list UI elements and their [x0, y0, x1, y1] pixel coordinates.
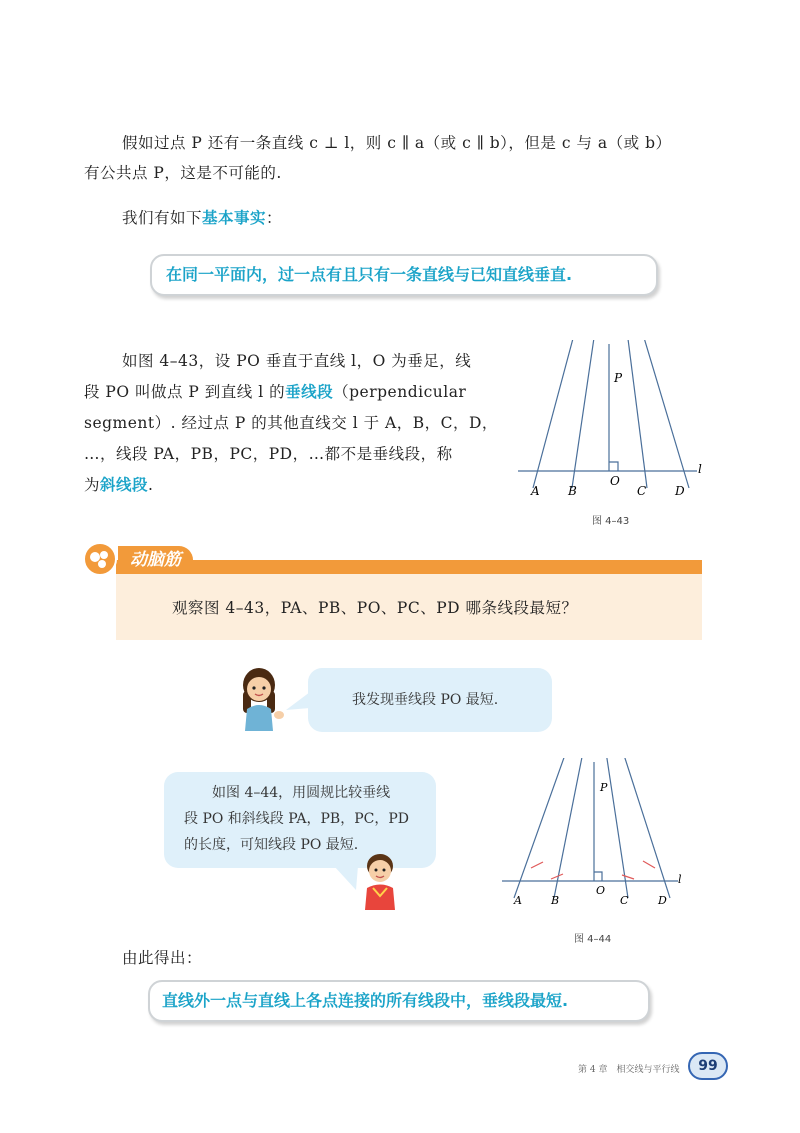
figure-4-43-caption: 图 4–43	[592, 516, 630, 527]
label-d: D	[658, 894, 667, 907]
paragraph-2: 我们有如下基本事实：	[122, 209, 283, 227]
line-pb	[572, 340, 595, 488]
term-oblique-segment: 斜线段	[100, 476, 149, 494]
bubble-1-text: 我发现垂线段 PO 最短.	[352, 692, 499, 708]
label-d: D	[675, 484, 685, 498]
paragraph-1-line-1: 假如过点 P 还有一条直线 c ⊥ l，则 c ∥ a（或 c ∥ b），但是 c 与 a（或 b）	[122, 134, 672, 152]
label-p: P	[600, 781, 608, 794]
right-angle-mark	[594, 872, 602, 881]
figure-4-44-caption: 图 4–44	[574, 934, 612, 945]
label-o: O	[610, 474, 620, 488]
bubble-2-line-3: 的长度，可知线段 PO 最短.	[184, 837, 359, 853]
line-pd	[623, 758, 670, 898]
label-o: O	[596, 884, 606, 897]
boy-avatar	[360, 852, 400, 910]
paragraph-1-line-2: 有公共点 P，这是不可能的.	[84, 164, 282, 182]
page-number: 99	[698, 1058, 718, 1074]
footer-chapter: 第 4 章 相交线与平行线	[578, 1065, 680, 1075]
brain-icon	[82, 541, 118, 577]
brain-question: 观察图 4–43，PA、PB、PO、PC、PD 哪条线段最短？	[172, 599, 578, 617]
label-c: C	[620, 894, 629, 907]
line-pa	[533, 340, 575, 488]
right-angle-mark	[609, 462, 618, 471]
paragraph-3: 如图 4–43，设 PO 垂直于直线 l，O 为垂足，线 段 PO 叫做点 P 到直线 l 的垂线段（perpendicular segment）. 经过点 P 的其他直线交 l 于 A，B，C，D， …，线段 PA，PB，PC，PD，…都不是垂线段，称 为斜线段.	[84, 352, 498, 494]
line-pc	[606, 758, 628, 898]
bubble-1	[308, 668, 552, 732]
label-a: A	[514, 894, 522, 907]
girl-avatar	[233, 665, 289, 731]
compass-marks	[531, 861, 655, 879]
label-c: C	[637, 484, 647, 498]
label-l: l	[678, 873, 682, 886]
fact-box-1-text: 在同一平面内，过一点有且只有一条直线与已知直线垂直.	[166, 265, 573, 284]
bubble-1-tail	[286, 690, 310, 714]
label-a: A	[531, 484, 540, 498]
label-b: B	[551, 894, 560, 907]
brain-band	[116, 560, 702, 574]
line-pb	[554, 758, 583, 898]
line-pd	[642, 340, 689, 488]
term-basic-fact: 基本事实	[202, 209, 267, 227]
brain-title-tag	[118, 546, 193, 574]
label-l: l	[698, 462, 702, 476]
brain-title: 动脑筋	[130, 550, 181, 570]
label-p: P	[614, 371, 623, 385]
fact-box-2-text: 直线外一点与直线上各点连接的所有线段中，垂线段最短.	[162, 991, 569, 1010]
label-b: B	[568, 484, 577, 498]
fact-box-1	[150, 254, 658, 296]
page-number-badge	[688, 1052, 728, 1080]
term-perpendicular-segment: 垂线段	[285, 383, 334, 401]
figure-4-43	[515, 340, 715, 500]
conclusion-intro: 由此得出：	[122, 949, 203, 967]
fact-box-2	[148, 980, 650, 1022]
figure-4-44	[500, 758, 700, 908]
line-pc	[627, 340, 647, 488]
bubble-2-tail	[334, 866, 360, 892]
bubble-2-line-1: 如图 4–44，用圆规比较垂线	[212, 785, 391, 801]
bubble-2-line-2: 段 PO 和斜线段 PA，PB，PC，PD	[184, 811, 409, 827]
